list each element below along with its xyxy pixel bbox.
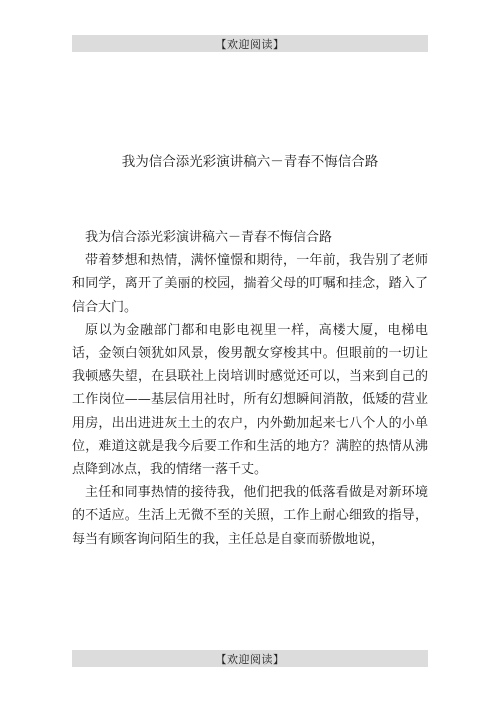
body-paragraph: 主任和同事热情的接待我，他们把我的低落看做是对新环境的不适应。生活上无微不至的关照，工作上耐心细致的指导，每当有顾客询问陌生的我，主任总是自豪而骄傲地说， bbox=[72, 485, 428, 547]
body-paragraph-heading: 我为信合添光彩演讲稿六－青春不悔信合路 bbox=[85, 230, 333, 245]
document-title: 我为信合添光彩演讲稿六－青春不悔信合路 bbox=[121, 154, 379, 170]
bottom-banner-label: 【欢迎阅读】 bbox=[215, 652, 285, 666]
top-banner bbox=[72, 35, 428, 52]
body-paragraph: 带着梦想和热情，满怀憧憬和期待，一年前，我告别了老师和同学，离开了美丽的校园，揣着父母的叮嘱和挂念，踏入了信合大门。 bbox=[72, 253, 428, 315]
body-paragraph: 原以为金融部门都和电影电视里一样，高楼大厦，电梯电话，金领白领犹如风景，俊男靓女穿梭其中。但眼前的一切让我顿感失望，在县联社上岗培训时感觉还可以，当来到自己的工作岗位——基层信用社时，所有幻想瞬间消散，低矮的营业用房，出出进进灰土土的农户，内外勤加起来七八个人的小单位，难道这就是我今后要工作和生活的地方？满腔的热情从沸点降到冰点，我的情绪一落千丈。 bbox=[72, 322, 428, 478]
bottom-banner bbox=[72, 650, 428, 667]
top-banner-label: 【欢迎阅读】 bbox=[215, 37, 285, 51]
document-body bbox=[72, 226, 428, 551]
